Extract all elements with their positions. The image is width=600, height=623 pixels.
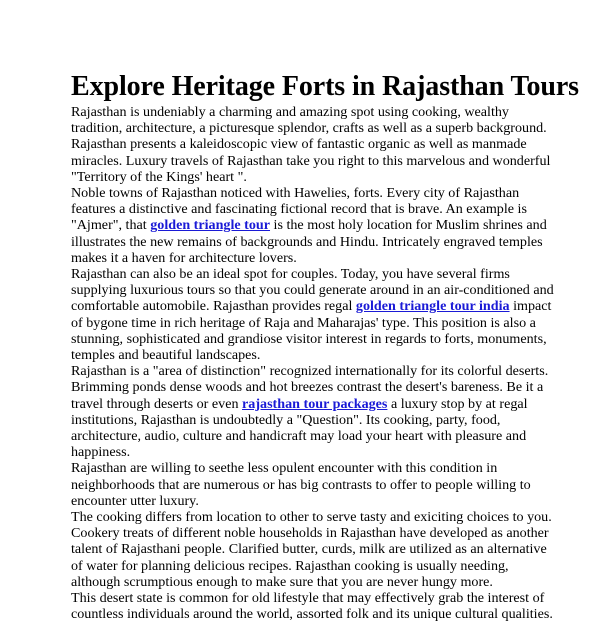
text-segment: "Ajmer", that — [71, 217, 151, 234]
paragraph-area-of-distinction — [71, 363, 549, 461]
text-line: happiness. — [71, 444, 131, 461]
text-segment: travel through deserts or even — [71, 395, 243, 412]
text-line: The cooking differs from location to other to serve tasty and exiciting choices to you. — [71, 509, 552, 526]
text-line: talent of Rajasthani people. Clarified butter, curds, milk are utilized as an alternative — [71, 541, 547, 558]
text-line: supplying luxurious tours so that you could generate around in an air-conditioned and — [71, 282, 554, 299]
text-line: Rajasthan are willing to seethe less opulent encounter with this condition in — [71, 460, 498, 477]
text-line — [71, 217, 547, 234]
paragraph-noble-towns — [71, 185, 547, 266]
golden-triangle-tour-india-link[interactable]: golden triangle tour india — [355, 298, 510, 315]
text-line: countless individuals around the world, assorted folk and its unique cultural qualities. — [71, 606, 553, 623]
page-title: Explore Heritage Forts in Rajasthan Tours — [71, 71, 579, 102]
paragraph-couples — [71, 266, 554, 364]
text-line: of bygone time in rich heritage of Raja and Maharajas' type. This position is also a — [71, 314, 536, 331]
text-line: features a distinctive and fascinating fictional record that is brave. An example is — [71, 201, 527, 218]
paragraph-intro — [71, 104, 551, 185]
text-line: encounter utter luxury. — [71, 492, 199, 509]
text-line: architecture, audio, culture and handicraft may load your heart with pleasure and — [71, 428, 527, 445]
text-line: tradition, architecture, a picturesque splendor, crafts as well as a superb background. — [71, 120, 547, 137]
text-line: "Territory of the Kings' heart ". — [71, 168, 247, 185]
paragraph-less-opulent — [71, 460, 533, 509]
text-line: stunning, sophisticated and grandiose visitor interest in regards to forts, monuments, — [71, 330, 547, 347]
text-line: although scrumptious enough to make sure that you are never hungy more. — [71, 573, 493, 590]
text-segment: a luxury stop by at regal — [387, 395, 528, 412]
text-line — [71, 396, 533, 412]
text-line: This desert state is common for old lifestyle that may effectively grab the interest of — [71, 590, 545, 607]
text-segment: impact — [509, 298, 552, 315]
text-line — [71, 298, 552, 315]
text-line: makes it a haven for architecture lovers. — [71, 249, 297, 266]
document-page — [71, 70, 579, 623]
golden-triangle-tour-link[interactable]: golden triangle tour — [150, 217, 271, 234]
paragraph-desert-state — [71, 590, 553, 623]
text-segment: is the most holy location for Muslim shrines and — [270, 217, 547, 234]
text-line: Cookery treats of different noble households in Rajasthan have developed as another — [71, 525, 549, 542]
text-line: neighborhoods that are numerous or has big contrasts to offer to people willing to — [71, 476, 531, 493]
text-line: temples and beautiful landscapes. — [71, 347, 261, 364]
text-line: Brimming ponds dense woods and hot breezes contrast the desert's bareness. Be it a — [71, 379, 544, 396]
text-segment: comfortable automobile. Rajasthan provides regal — [71, 298, 356, 315]
rajasthan-tour-packages-link[interactable]: rajasthan tour packages — [242, 395, 388, 412]
text-line: institutions, Rajasthan is undoubtedly a "Question". Its cooking, party, food, — [71, 411, 501, 428]
text-line: Rajasthan is a "area of distinction" recognized internationally for its colorful deserts. — [71, 363, 549, 380]
text-line: miracles. Luxury travels of Rajasthan take you right to this marvelous and wonderful — [71, 152, 551, 169]
text-line: Rajasthan presents a kaleidoscopic view of fantastic organic as well as manmade — [71, 136, 527, 153]
paragraph-cooking — [71, 509, 552, 590]
text-line: Rajasthan can also be an ideal spot for couples. Today, you have several firms — [71, 266, 510, 283]
text-line: of water for planning delicious recipes. Rajasthan cooking is usually needing, — [71, 557, 509, 574]
text-line: Rajasthan is undeniably a charming and amazing spot using cooking, wealthy — [71, 104, 509, 120]
text-line: Noble towns of Rajasthan noticed with Hawelies, forts. Every city of Rajasthan — [71, 185, 520, 202]
text-line: illustrates the new remains of backgrounds and Hindu. Intricately engraved temples — [71, 233, 543, 250]
